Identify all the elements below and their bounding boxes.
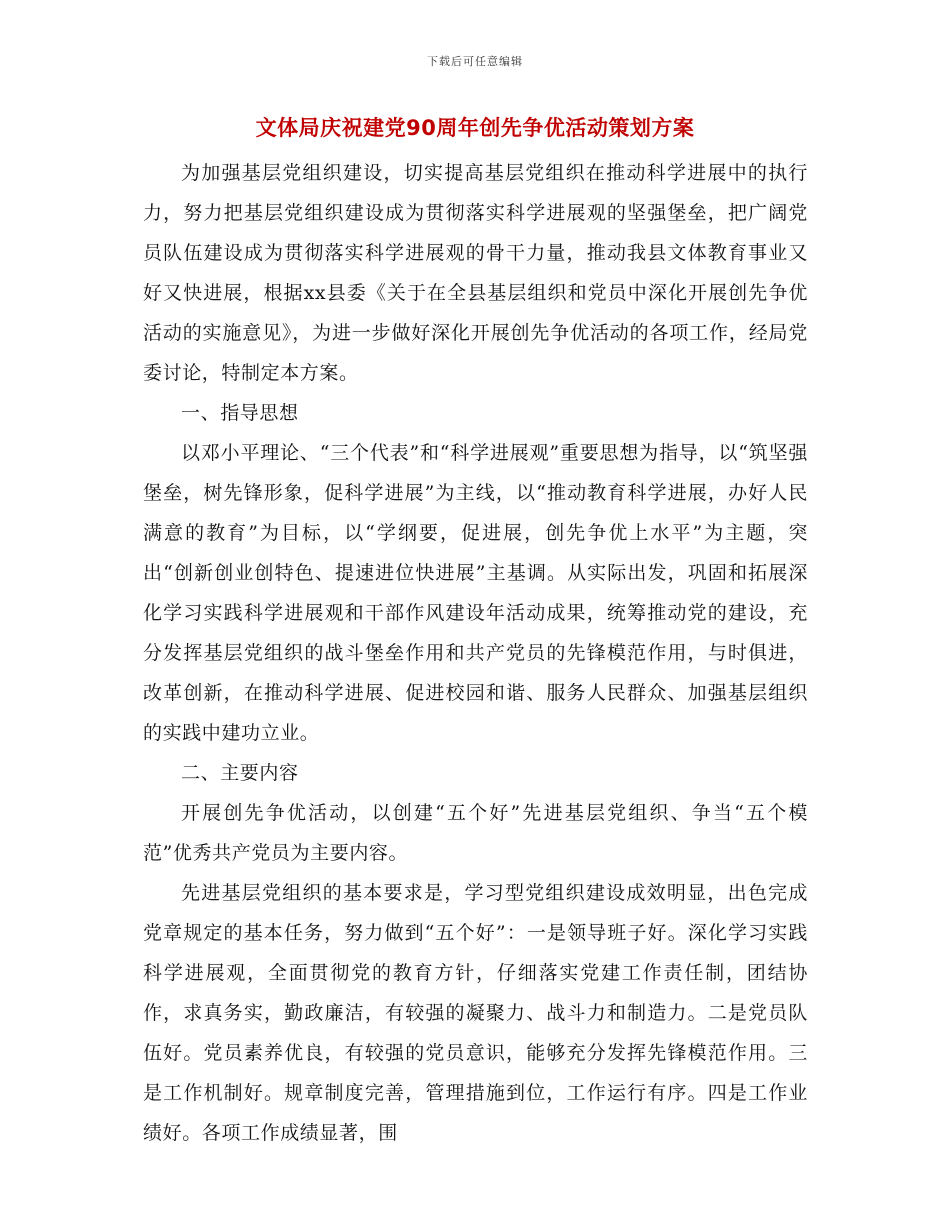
document-body [143, 153, 808, 1153]
document-title: 文体局庆祝建党90周年创先争优活动策划方案 [255, 116, 695, 140]
header-note: 下载后可任意编辑 [427, 55, 523, 68]
paragraph-basic-requirements: 先进基层党组织的基本要求是，学习型党组织建设成效明显，出色完成党章规定的基本任务，努力做到“五个好”：一是领导班子好。深化学习实践科学进展观，全面贯彻党的教育方针，仔细落实党建工作责任制，团结协作，求真务实，勤政廉洁，有较强的凝聚力、战斗力和制造力。二是党员队伍好。党员素养优良，有较强的党员意识，能够充分发挥先锋模范作用。三是工作机制好。规章制度完善，管理措施到位，工作运行有序。四是工作业绩好。各项工作成绩显著，围 [143, 882, 808, 1144]
paragraph-main-content: 开展创先争优活动，以创建“五个好”先进基层党组织、争当“五个模范”优秀共产党员为主要内容。 [143, 802, 808, 864]
section-heading-guiding-ideology: 一、指导思想 [181, 402, 299, 424]
section-heading-main-content: 二、主要内容 [181, 762, 299, 784]
paragraph-guiding-ideology: 以邓小平理论、“三个代表”和“科学进展观”重要思想为指导，以“筑坚强堡垒，树先锋形象，促科学进展”为主线，以“推动教育科学进展，办好人民满意的教育”为目标，以“学纲要，促进展，创先争优上水平”为主题，突出“创新创业创特色、提速进位快进展”主基调。从实际出发，巩固和拓展深化学习实践科学进展观和干部作风建设年活动成果，统筹推动党的建设，充分发挥基层党组织的战斗堡垒作用和共产党员的先锋模范作用，与时俱进，改革创新，在推动科学进展、促进校园和谐、服务人民群众、加强基层组织的实践中建功立业。 [143, 442, 808, 744]
paragraph-intro: 为加强基层党组织建设，切实提高基层党组织在推动科学进展中的执行力，努力把基层党组织建设成为贯彻落实科学进展观的坚强堡垒，把广阔党员队伍建设成为贯彻落实科学进展观的骨干力量，推动我县文体教育事业又好又快进展，根据xx县委《关于在全县基层组织和党员中深化开展创先争优活动的实施意见》，为进一步做好深化开展创先争优活动的各项工作，经局党委讨论，特制定本方案。 [143, 162, 808, 384]
